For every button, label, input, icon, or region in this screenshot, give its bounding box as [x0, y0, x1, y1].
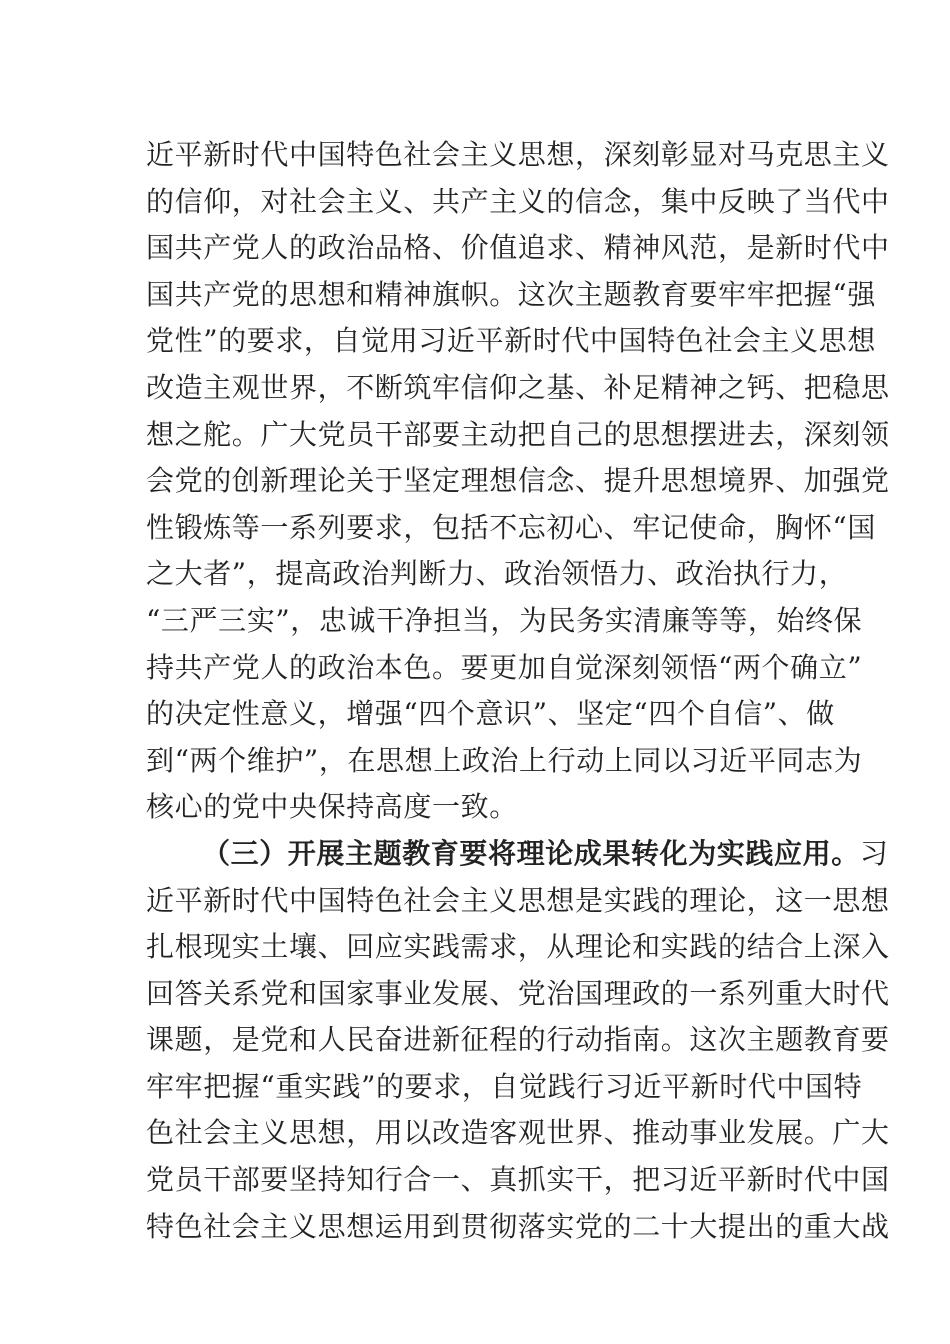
text-line: 的决定性意义，增强“四个意识”、坚定“四个自信”、做 [146, 697, 835, 731]
text-line: 牢牢把握“重实践”的要求，自觉践行习近平新时代中国特 [146, 1069, 863, 1103]
paragraph-2 [146, 831, 890, 1250]
text-line: 特色社会主义思想运用到贯彻落实党的二十大提出的重大战 [146, 1209, 890, 1243]
text-line: 近平新时代中国特色社会主义思想，深刻彰显对马克思主义 [146, 138, 890, 171]
text-line: 改造主观世界，不断筑牢信仰之基、补足精神之钙、把稳思 [146, 370, 890, 404]
text-line: 国共产党的思想和精神旗帜。这次主题教育要牢牢把握“强 [146, 277, 876, 311]
section-heading: （三）开展主题教育要将理论成果转化为实践应用。 [202, 836, 860, 870]
body-text [146, 132, 890, 1250]
text-line: 课题，是党和人民奋进新征程的行动指南。这次主题教育要 [146, 1023, 890, 1057]
text-line: 核心的党中央保持高度一致。 [146, 790, 518, 824]
text-line: 国共产党人的政治品格、价值追求、精神风范，是新时代中 [146, 231, 890, 265]
heading-trailing-text: 习 [859, 836, 889, 870]
paragraph-2-first-line [146, 831, 889, 878]
text-line: 想之舵。广大党员干部要主动把自己的思想摆进去，深刻领 [146, 417, 890, 451]
text-line: 回答关系党和国家事业发展、党治国理政的一系列重大时代 [146, 976, 890, 1010]
text-line: 持共产党人的政治本色。要更加自觉深刻领悟“两个确立” [146, 650, 863, 684]
paragraph-1 [146, 132, 890, 831]
text-line: 党员干部要坚持知行合一、真抓实干，把习近平新时代中国 [146, 1163, 890, 1197]
text-line: 党性”的要求，自觉用习近平新时代中国特色社会主义思想 [146, 324, 876, 358]
text-line: 之大者”，提高政治判断力、政治领悟力、政治执行力， [146, 557, 848, 591]
text-line: “三严三实”，忠诚干净担当，为民务实清廉等等，始终保 [146, 603, 863, 637]
text-line: 扎根现实土壤、回应实践需求，从理论和实践的结合上深入 [146, 930, 890, 964]
text-line: 近平新时代中国特色社会主义思想是实践的理论，这一思想 [146, 883, 890, 917]
text-line: 色社会主义思想，用以改造客观世界、推动事业发展。广大 [146, 1116, 890, 1150]
text-line: 性锻炼等一系列要求，包括不忘初心、牢记使命，胸怀“国 [146, 510, 876, 544]
text-line: 会党的创新理论关于坚定理想信念、提升思想境界、加强党 [146, 464, 890, 498]
text-line: 到“两个维护”，在思想上政治上行动上同以习近平同志为 [146, 743, 863, 777]
text-line: 的信仰，对社会主义、共产主义的信念，集中反映了当代中 [146, 184, 890, 218]
